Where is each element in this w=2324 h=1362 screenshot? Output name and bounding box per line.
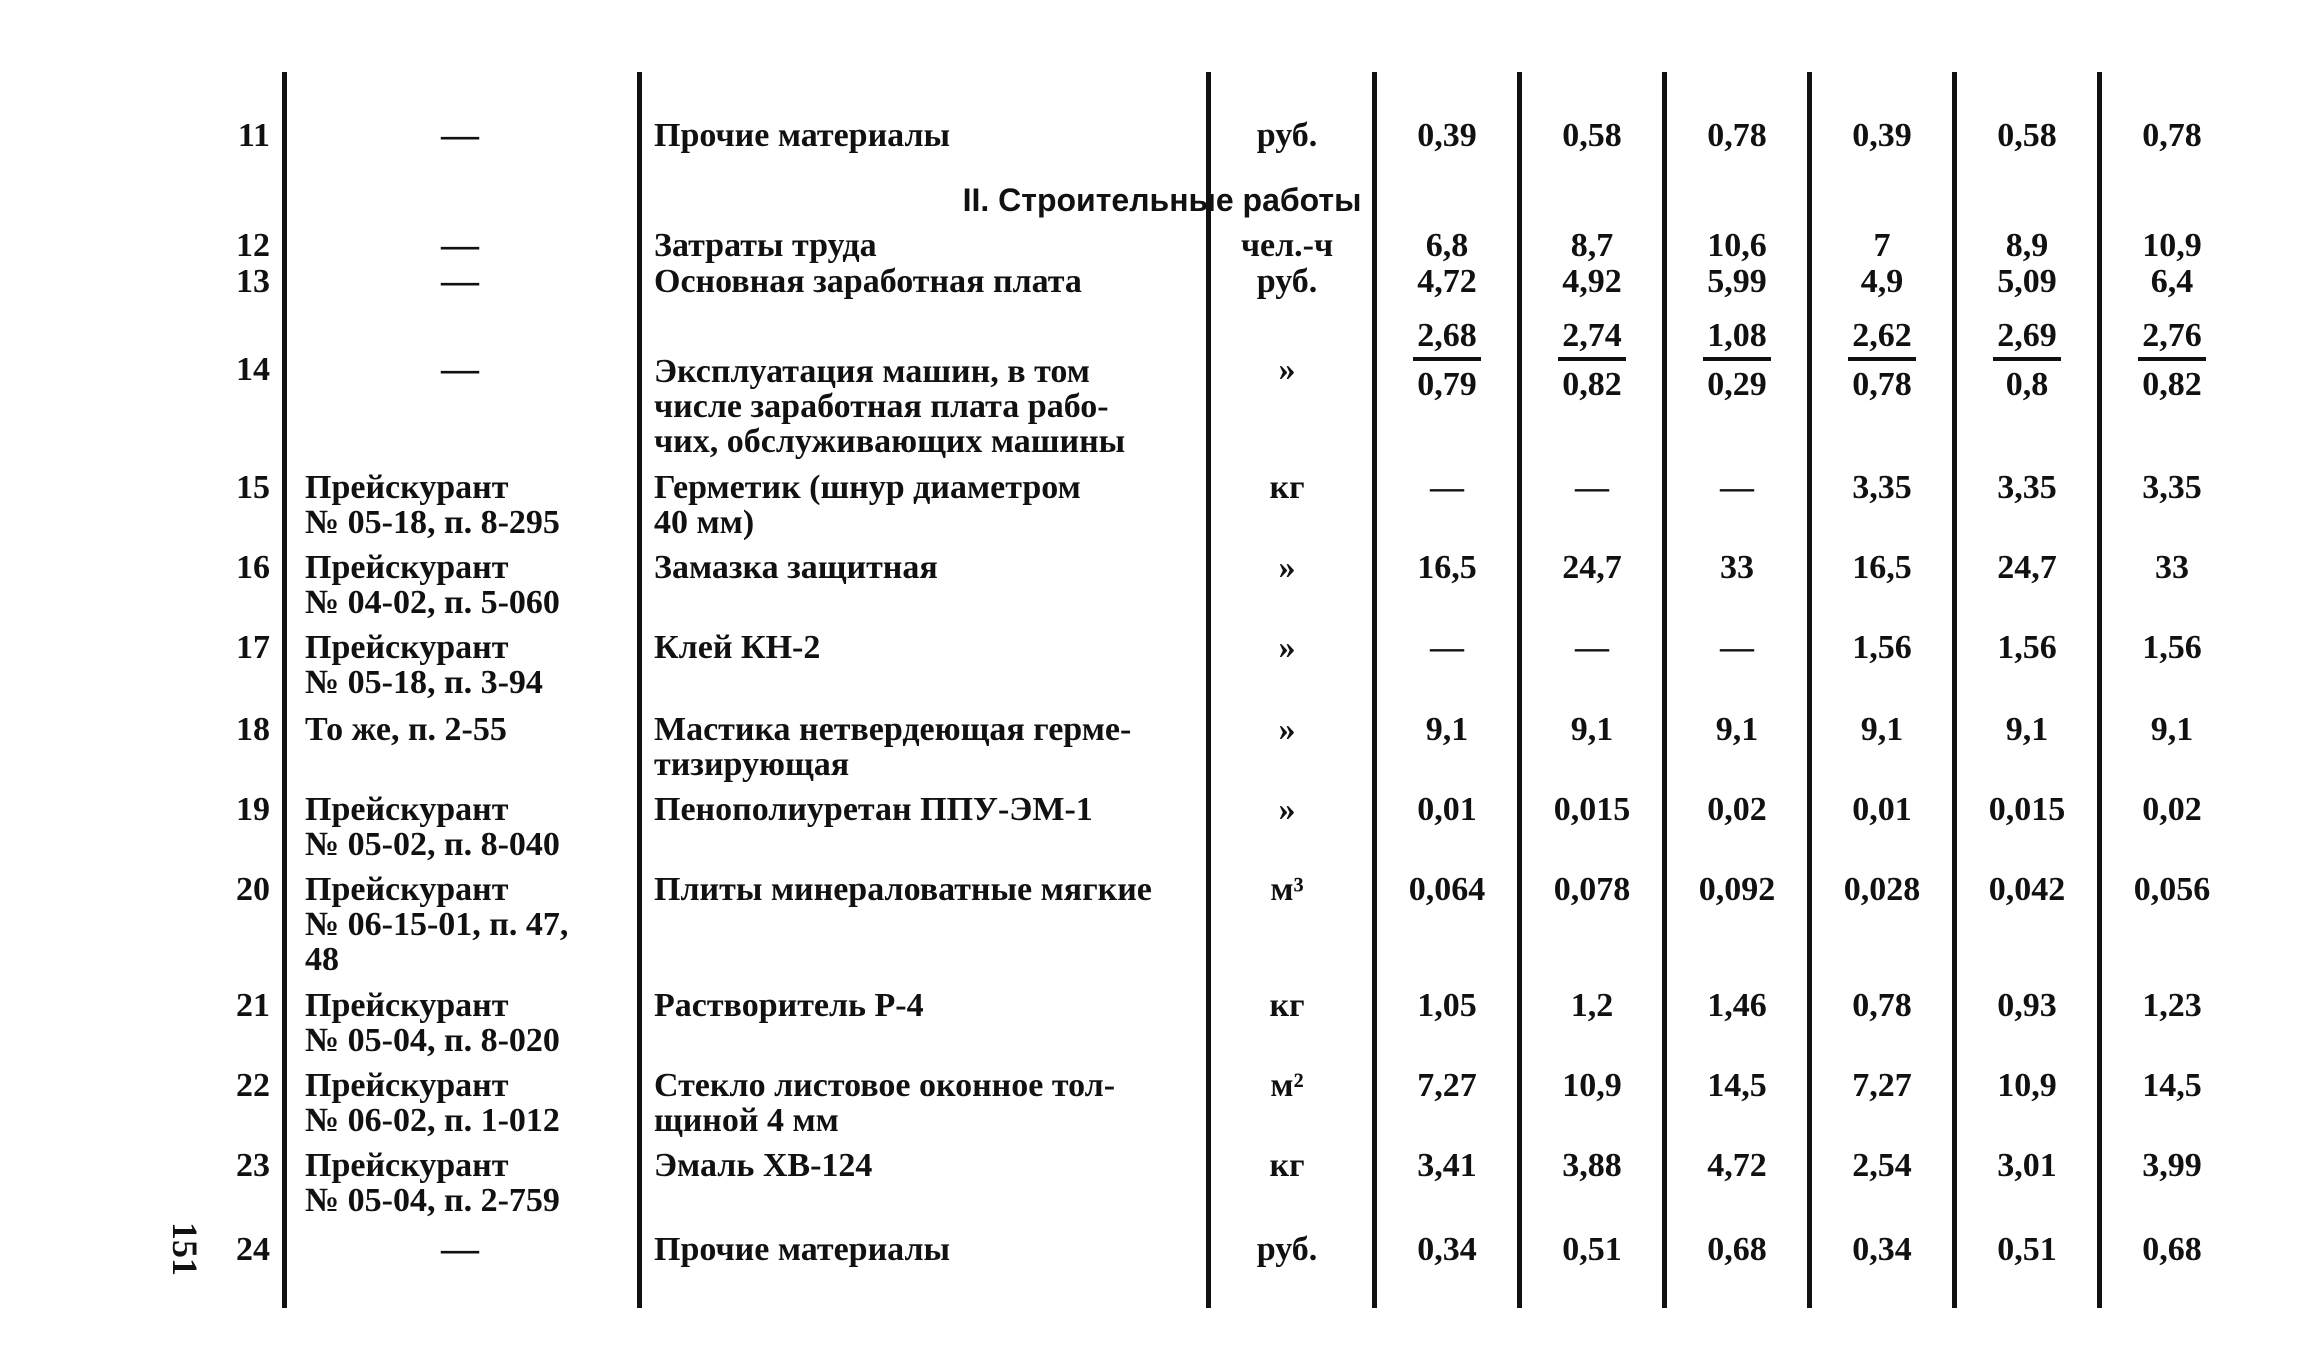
row-unit: м³	[1270, 871, 1304, 908]
row-name: Замазка защитная	[654, 549, 938, 586]
fraction-denominator: 0,82	[2142, 366, 2202, 403]
row-value: 0,78	[1707, 117, 1767, 154]
row-value: 1,46	[1707, 987, 1767, 1024]
row-value: 6,8	[1425, 227, 1469, 264]
fraction-value	[1527, 318, 1657, 402]
row-value: 4,9	[1860, 263, 1904, 300]
row-value: 10,9	[2142, 227, 2202, 264]
row-number: 15	[236, 469, 270, 506]
row-value: 0,064	[1408, 871, 1486, 908]
row-value: 1,56	[1997, 629, 2057, 666]
row-source: Прейскурант № 06-02, п. 1-012	[305, 1067, 560, 1139]
row-name: Прочие материалы	[654, 117, 951, 154]
row-number: 24	[236, 1231, 270, 1268]
row-value: 24,7	[1997, 549, 2057, 586]
column-rule	[282, 72, 287, 1308]
row-value: 0,58	[1997, 117, 2057, 154]
row-value: 0,01	[1417, 791, 1477, 828]
row-value: 14,5	[1707, 1067, 1767, 1104]
row-value: 6,4	[2150, 263, 2194, 300]
row-source: Прейскурант № 05-18, п. 8-295	[305, 469, 560, 541]
row-value: 24,7	[1562, 549, 1622, 586]
row-value: —	[1720, 469, 1754, 506]
row-value: 5,99	[1707, 263, 1767, 300]
row-value: 0,078	[1553, 871, 1631, 908]
row-value: 4,92	[1562, 263, 1622, 300]
fraction-denominator: 0,8	[2005, 366, 2049, 403]
row-value: 0,01	[1852, 791, 1912, 828]
row-value: 0,092	[1698, 871, 1776, 908]
row-value: 0,042	[1988, 871, 2066, 908]
row-unit: чел.-ч	[1240, 227, 1334, 264]
row-unit: кг	[1269, 469, 1305, 506]
row-number: 17	[236, 629, 270, 666]
row-source: —	[441, 260, 479, 302]
row-value: 33	[2155, 549, 2189, 586]
row-unit: »	[1278, 791, 1296, 828]
row-value: —	[1575, 469, 1609, 506]
row-value: 0,34	[1417, 1231, 1477, 1268]
row-value: 0,056	[2133, 871, 2211, 908]
row-value: 1,05	[1417, 987, 1477, 1024]
row-value: 10,9	[1997, 1067, 2057, 1104]
row-value: 0,68	[1707, 1231, 1767, 1268]
fraction-numerator: 2,74	[1558, 318, 1626, 361]
row-value: 0,68	[2142, 1231, 2202, 1268]
row-value: 0,39	[1417, 117, 1477, 154]
row-source: Прейскурант № 04-02, п. 5-060	[305, 549, 560, 621]
row-value: 3,35	[2142, 469, 2202, 506]
row-value: 3,99	[2142, 1147, 2202, 1184]
fraction-value	[1382, 318, 1512, 402]
row-value: 0,34	[1852, 1231, 1912, 1268]
row-value: 3,35	[1852, 469, 1912, 506]
row-value: 8,7	[1570, 227, 1614, 264]
row-value: 4,72	[1417, 263, 1477, 300]
row-value: 9,1	[2150, 711, 2194, 748]
row-value: 7	[1873, 227, 1891, 264]
column-rule	[1206, 72, 1211, 1308]
row-name: Прочие материалы	[654, 1231, 951, 1268]
row-value: 3,41	[1417, 1147, 1477, 1184]
row-value: 4,72	[1707, 1147, 1767, 1184]
row-value: 0,02	[1707, 791, 1767, 828]
row-value: 0,39	[1852, 117, 1912, 154]
column-rule	[1517, 72, 1522, 1308]
row-name: Клей КН-2	[654, 629, 821, 666]
row-value: 2,54	[1852, 1147, 1912, 1184]
column-rule	[1372, 72, 1377, 1308]
fraction-numerator: 2,69	[1993, 318, 2061, 361]
row-name: Основная заработная плата	[654, 263, 1082, 300]
fraction-numerator: 1,08	[1703, 318, 1771, 361]
row-source: —	[441, 348, 479, 390]
row-value: —	[1430, 469, 1464, 506]
row-value: —	[1720, 629, 1754, 666]
row-value: 3,88	[1562, 1147, 1622, 1184]
row-name: Эксплуатация машин, в том числе заработная плата рабо- чих, обслуживающих машины	[654, 353, 1126, 460]
row-value: 1,56	[2142, 629, 2202, 666]
row-source: Прейскурант № 06-15-01, п. 47, 48	[305, 871, 569, 978]
row-unit: »	[1278, 629, 1296, 666]
row-value: 0,51	[1562, 1231, 1622, 1268]
row-value: 3,01	[1997, 1147, 2057, 1184]
row-name: Стекло листовое оконное тол- щиной 4 мм	[654, 1067, 1116, 1139]
row-value: —	[1575, 629, 1609, 666]
row-value: 0,93	[1997, 987, 2057, 1024]
row-number: 21	[236, 987, 270, 1024]
row-source: Прейскурант № 05-04, п. 8-020	[305, 987, 560, 1059]
fraction-value	[1962, 318, 2092, 402]
row-name: Герметик (шнур диаметром 40 мм)	[654, 469, 1081, 541]
row-number: 18	[236, 711, 270, 748]
row-value: 8,9	[2005, 227, 2049, 264]
row-unit: руб.	[1256, 1231, 1318, 1268]
row-unit: »	[1278, 549, 1296, 586]
row-value: 0,028	[1843, 871, 1921, 908]
row-unit: руб.	[1256, 263, 1318, 300]
section-heading: II. Строительные работы	[962, 182, 1362, 218]
row-number: 11	[237, 117, 270, 154]
column-rule	[2097, 72, 2102, 1308]
row-value: 7,27	[1417, 1067, 1477, 1104]
fraction-value	[2107, 318, 2237, 402]
row-source: —	[441, 224, 479, 266]
row-name: Плиты минераловатные мягкие	[654, 871, 1152, 908]
row-unit: руб.	[1256, 117, 1318, 154]
page-number: 151	[165, 1222, 205, 1276]
row-value: 10,6	[1707, 227, 1767, 264]
row-source: То же, п. 2-55	[305, 711, 507, 748]
row-value: 16,5	[1852, 549, 1912, 586]
row-number: 19	[236, 791, 270, 828]
row-value: 9,1	[1860, 711, 1904, 748]
fraction-denominator: 0,79	[1417, 366, 1477, 403]
row-value: 7,27	[1852, 1067, 1912, 1104]
row-value: 14,5	[2142, 1067, 2202, 1104]
row-value: 3,35	[1997, 469, 2057, 506]
row-value: 0,58	[1562, 117, 1622, 154]
row-value: 9,1	[1425, 711, 1469, 748]
row-name: Мастика нетвердеющая герме- тизирующая	[654, 711, 1132, 783]
row-value: 0,015	[1988, 791, 2066, 828]
row-number: 23	[236, 1147, 270, 1184]
row-value: 0,015	[1553, 791, 1631, 828]
row-value: 1,23	[2142, 987, 2202, 1024]
row-name: Растворитель Р-4	[654, 987, 924, 1024]
row-value: 0,02	[2142, 791, 2202, 828]
fraction-denominator: 0,29	[1707, 366, 1767, 403]
row-unit: м²	[1270, 1067, 1304, 1104]
row-value: 9,1	[2005, 711, 2049, 748]
column-rule	[1807, 72, 1812, 1308]
row-number: 12	[236, 227, 270, 264]
row-value: 33	[1720, 549, 1754, 586]
row-value: 0,78	[2142, 117, 2202, 154]
row-value: 9,1	[1570, 711, 1614, 748]
row-source: Прейскурант № 05-02, п. 8-040	[305, 791, 560, 863]
row-number: 16	[236, 549, 270, 586]
row-value: —	[1430, 629, 1464, 666]
row-value: 0,51	[1997, 1231, 2057, 1268]
row-unit: »	[1278, 711, 1296, 748]
row-value: 1,56	[1852, 629, 1912, 666]
row-number: 14	[236, 351, 270, 388]
row-value: 10,9	[1562, 1067, 1622, 1104]
row-number: 20	[236, 871, 270, 908]
fraction-value	[1817, 318, 1947, 402]
fraction-numerator: 2,62	[1848, 318, 1916, 361]
fraction-numerator: 2,68	[1413, 318, 1481, 361]
fraction-denominator: 0,78	[1852, 366, 1912, 403]
row-source: Прейскурант № 05-18, п. 3-94	[305, 629, 543, 701]
row-unit: »	[1278, 351, 1296, 388]
row-source: —	[441, 1228, 479, 1270]
fraction-numerator: 2,76	[2138, 318, 2206, 361]
row-number: 13	[236, 263, 270, 300]
fraction-denominator: 0,82	[1562, 366, 1622, 403]
row-value: 1,2	[1570, 987, 1614, 1024]
row-name: Эмаль ХВ-124	[654, 1147, 873, 1184]
column-rule	[1662, 72, 1667, 1308]
row-source: —	[441, 114, 479, 156]
row-unit: кг	[1269, 987, 1305, 1024]
row-value: 9,1	[1715, 711, 1759, 748]
row-unit: кг	[1269, 1147, 1305, 1184]
column-rule	[637, 72, 642, 1308]
row-value: 16,5	[1417, 549, 1477, 586]
column-rule	[1952, 72, 1957, 1308]
row-value: 5,09	[1997, 263, 2057, 300]
row-value: 0,78	[1852, 987, 1912, 1024]
row-source: Прейскурант № 05-04, п. 2-759	[305, 1147, 560, 1219]
fraction-value	[1672, 318, 1802, 402]
row-name: Пенополиуретан ППУ-ЭМ-1	[654, 791, 1093, 828]
row-name: Затраты труда	[654, 227, 877, 264]
row-number: 22	[236, 1067, 270, 1104]
